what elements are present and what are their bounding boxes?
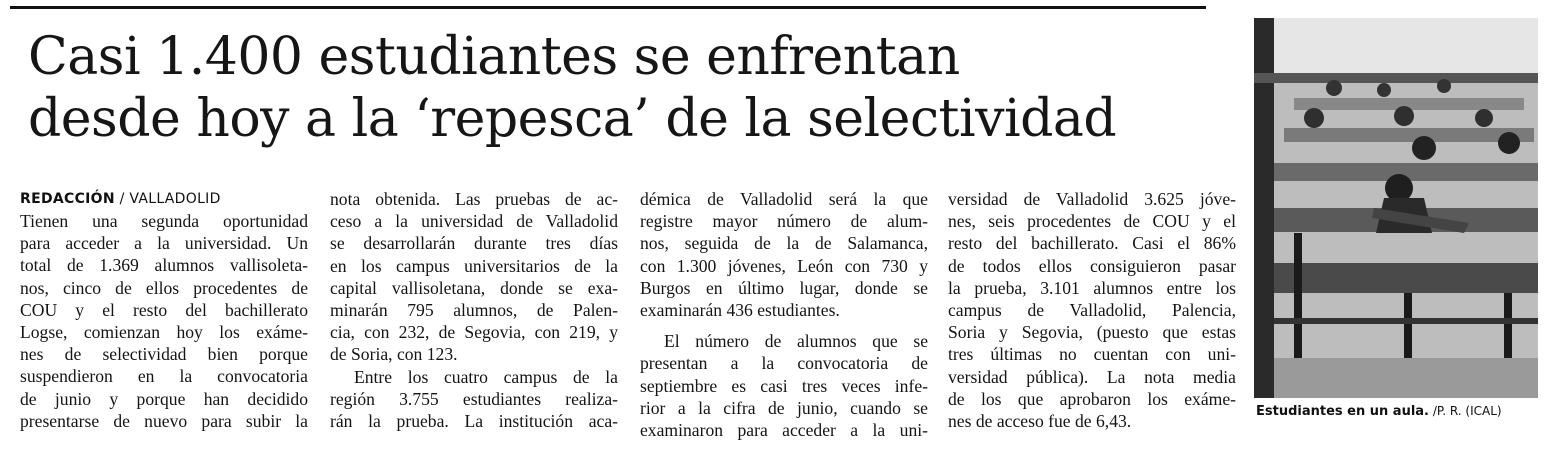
article-column-1	[20, 210, 308, 432]
text-line: ceso a la universidad de Valladolid	[330, 211, 618, 232]
text-line: Entre los cuatro campus de la	[354, 366, 618, 387]
text-line: de todos ellos consiguieron pasar	[948, 255, 1236, 276]
text-line: septiembre es casi tres veces infe-	[640, 375, 928, 396]
byline-place: VALLADOLID	[129, 191, 221, 207]
photo-caption	[1256, 404, 1546, 419]
text-line: nos, cinco de ellos procedentes de	[20, 277, 308, 298]
text-line: El número de alumnos que se	[664, 331, 928, 352]
article-column-4	[948, 188, 1236, 432]
classroom-photo-illustration	[1254, 18, 1538, 398]
text-line: minarán 795 alumnos, de Palen-	[330, 300, 618, 321]
text-line: Soria y Segovia, (puesto que estas	[948, 322, 1236, 343]
byline-separator: /	[114, 191, 130, 207]
text-line: rior a la cifra de junio, cuando se	[640, 397, 928, 418]
text-line: registre mayor número de alum-	[640, 211, 928, 232]
text-line: tres últimas no cuentan con uni-	[948, 344, 1236, 365]
text-line: nes de selectividad bien porque	[20, 344, 308, 365]
headline-line-1: Casi 1.400 estudiantes se enfrentan	[28, 27, 960, 87]
text-line: resto del bachillerato. Casi el 86%	[948, 233, 1236, 254]
text-line: la prueba, 3.101 alumnos entre los	[948, 277, 1236, 298]
text-line: de Soria, con 123.	[330, 344, 458, 365]
headline-line-2: desde hoy a la ‘repesca’ de la selectividad	[28, 89, 1117, 149]
text-line: nes de acceso fue de 6,43.	[948, 411, 1132, 432]
text-line: en los campus universitarios de la	[330, 255, 618, 276]
classroom-photo	[1254, 18, 1538, 398]
text-line: nota obtenida. Las pruebas de ac-	[330, 189, 618, 209]
text-line: nos, seguida de la de Salamanca,	[640, 233, 928, 254]
text-line: de junio y porque han decidido	[20, 388, 308, 409]
top-rule	[10, 6, 1206, 9]
text-line: Burgos en último lugar, donde se	[640, 277, 928, 298]
byline	[20, 191, 221, 207]
text-line: versidad de Valladolid 3.625 jóve-	[948, 189, 1236, 209]
text-line: examinaron para acceder a la uni-	[640, 420, 928, 441]
headline	[28, 26, 1228, 150]
text-line: suspendieron en la convocatoria	[20, 366, 308, 387]
text-line: de los que aprobaron los exáme-	[948, 388, 1236, 409]
byline-source: REDACCIÓN	[20, 191, 115, 207]
text-line: Tienen una segunda oportunidad	[20, 211, 308, 231]
text-line: rán la prueba. La institución aca-	[330, 411, 618, 432]
text-line: total de 1.369 alumnos vallisoleta-	[20, 255, 308, 276]
text-line: capital vallisoletana, donde se exa-	[330, 277, 618, 298]
text-line: presentan a la convocatoria de	[640, 353, 928, 374]
article-column-3	[640, 188, 928, 441]
text-line: se desarrollarán durante tres días	[330, 233, 618, 254]
text-line: versidad pública). La nota media	[948, 366, 1236, 387]
photo-caption-title: Estudiantes en un aula.	[1256, 404, 1429, 419]
photo-caption-credit: /P. R. (ICAL)	[1429, 404, 1502, 418]
text-line: región 3.755 estudiantes realiza-	[330, 388, 618, 409]
text-line: Logse, comienzan hoy los exáme-	[20, 322, 308, 343]
text-line: para acceder a la universidad. Un	[20, 233, 308, 254]
text-line: démica de Valladolid será la que	[640, 189, 928, 209]
text-line: campus de Valladolid, Palencia,	[948, 300, 1236, 321]
text-line: examinarán 436 estudiantes.	[640, 300, 840, 321]
text-line: COU y el resto del bachillerato	[20, 299, 308, 320]
text-line: cia, con 232, de Segovia, con 219, y	[330, 322, 618, 343]
text-line: con 1.300 jóvenes, León con 730 y	[640, 255, 928, 276]
article-column-2	[330, 188, 618, 432]
text-line: nes, seis procedentes de COU y el	[948, 211, 1236, 232]
text-line: presentarse de nuevo para subir la	[20, 410, 308, 431]
